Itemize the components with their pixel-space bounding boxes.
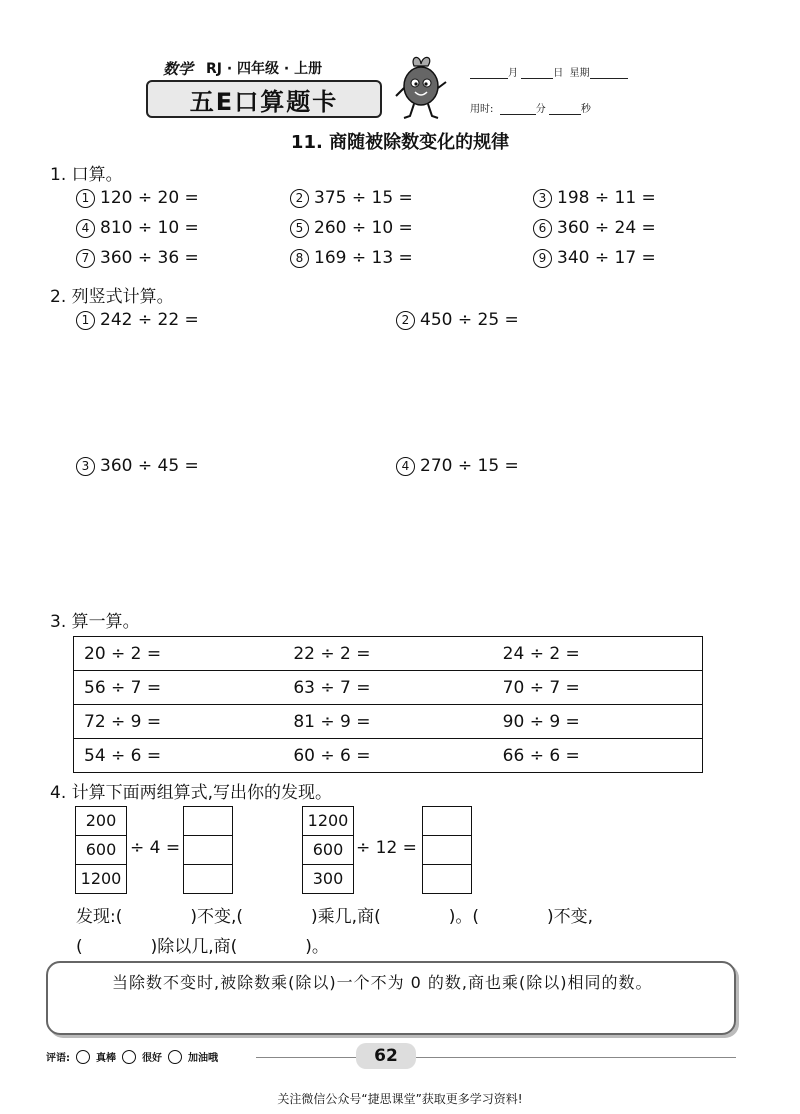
section2-heading: 2. 列竖式计算。 xyxy=(50,287,174,307)
time-line: 用时: 分 秒 xyxy=(470,104,591,115)
answer-box-1[interactable] xyxy=(183,806,233,894)
table-cell: 63 ÷ 7 = xyxy=(283,671,492,705)
table-cell: 90 ÷ 9 = xyxy=(493,705,703,739)
oral-item: 8 169 ÷ 13 = xyxy=(290,248,413,268)
oral-item: 4 810 ÷ 10 = xyxy=(76,218,199,238)
rating-keep-going: 加油哦 xyxy=(188,1053,218,1064)
table-cell: 24 ÷ 2 = xyxy=(493,637,703,671)
oral-item: 3 198 ÷ 11 = xyxy=(533,188,656,208)
vertical-calc-item: 4 270 ÷ 15 = xyxy=(396,456,519,476)
finding-line-2: ( )除以几,商( )。 xyxy=(76,937,329,957)
section3-heading: 3. 算一算。 xyxy=(50,612,140,632)
table-cell: 20 ÷ 2 = xyxy=(74,637,284,671)
rating-row xyxy=(46,1049,218,1064)
operator-label-1: ÷ 4 = xyxy=(130,838,181,858)
calc-table xyxy=(73,636,703,773)
vertical-calc-item: 1 242 ÷ 22 = xyxy=(76,310,199,330)
smile-icon xyxy=(76,1050,90,1064)
table-row xyxy=(74,705,703,739)
table-cell: 54 ÷ 6 = xyxy=(74,739,284,773)
page-title: 11. 商随被除数变化的规律 xyxy=(290,132,510,153)
conclusion-text: 当除数不变时,被除数乘(除以)一个不为 0 的数,商也乘(除以)相同的数。 xyxy=(112,973,653,992)
section4-heading: 4. 计算下面两组算式,写出你的发现。 xyxy=(50,783,333,803)
operator-label-2: ÷ 12 = xyxy=(356,838,417,858)
dividend-stack-2: 1200 600 300 xyxy=(302,806,354,894)
table-cell: 22 ÷ 2 = xyxy=(283,637,492,671)
table-row xyxy=(74,637,703,671)
vertical-calc-item: 2 450 ÷ 25 = xyxy=(396,310,519,330)
page-number: 62 xyxy=(356,1043,416,1069)
mascot-icon xyxy=(392,52,450,122)
answer-box-2[interactable] xyxy=(422,806,472,894)
smile-icon xyxy=(168,1050,182,1064)
oral-item: 7 360 ÷ 36 = xyxy=(76,248,199,268)
footer-divider xyxy=(256,1057,736,1058)
table-cell: 70 ÷ 7 = xyxy=(493,671,703,705)
table-cell: 81 ÷ 9 = xyxy=(283,705,492,739)
oral-item: 9 340 ÷ 17 = xyxy=(533,248,656,268)
dividend-stack-1: 200 600 1200 xyxy=(75,806,127,894)
rating-good: 很好 xyxy=(142,1053,162,1064)
table-row xyxy=(74,671,703,705)
table-cell: 72 ÷ 9 = xyxy=(74,705,284,739)
table-cell: 56 ÷ 7 = xyxy=(74,671,284,705)
subject-label: 数学 xyxy=(163,60,194,78)
table-cell: 60 ÷ 6 = xyxy=(283,739,492,773)
vertical-calc-item: 3 360 ÷ 45 = xyxy=(76,456,199,476)
oral-item: 2 375 ÷ 15 = xyxy=(290,188,413,208)
smile-icon xyxy=(122,1050,136,1064)
finding-line-1: 发现:( )不变,( )乘几,商( )。( )不变, xyxy=(76,907,593,927)
section1-heading: 1. 口算。 xyxy=(50,165,123,185)
table-row xyxy=(74,739,703,773)
oral-item: 6 360 ÷ 24 = xyxy=(533,218,656,238)
rating-great: 真棒 xyxy=(96,1053,116,1064)
rating-label: 评语: xyxy=(46,1053,70,1064)
table-cell: 66 ÷ 6 = xyxy=(493,739,703,773)
book-banner: 五E口算题卡 xyxy=(146,80,382,118)
oral-item: 5 260 ÷ 10 = xyxy=(290,218,413,238)
date-line: 月 日 星期 xyxy=(470,64,628,79)
grade-label: RJ · 四年级 · 上册 xyxy=(206,61,323,77)
oral-item: 1 120 ÷ 20 = xyxy=(76,188,199,208)
footer-note: 关注微信公众号“捷思课堂”获取更多学习资料! xyxy=(277,1092,523,1106)
